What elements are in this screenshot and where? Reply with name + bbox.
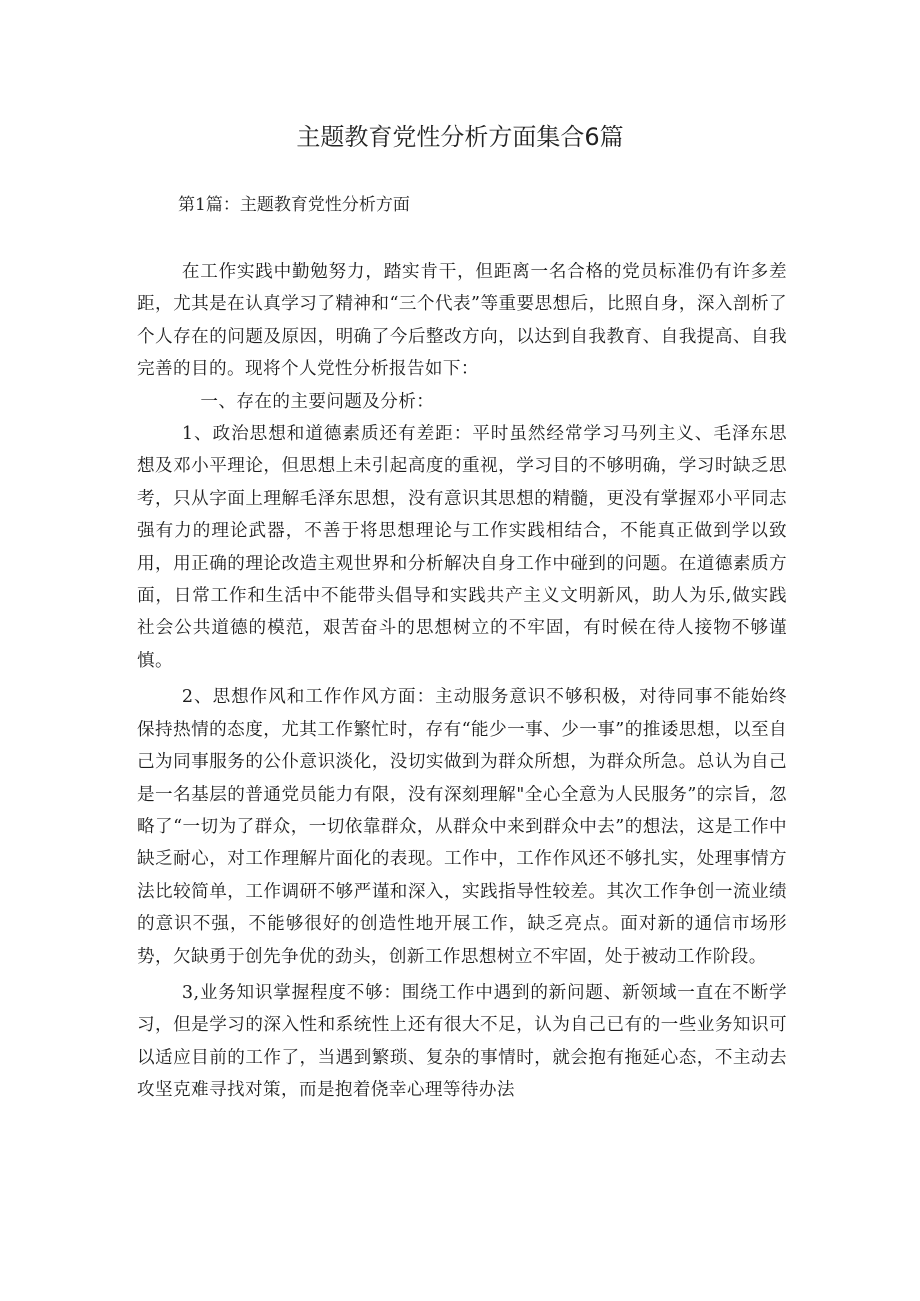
document-subtitle: 第1篇：主题教育党性分析方面 — [178, 195, 410, 215]
item-1-paragraph: 1、政治思想和道德素质还有差距：平时虽然经常学习马列主义、毛泽东思想及邓小平理论，但思想上未引起高度的重视，学习目的不够明确，学习时缺乏思考，只从字面上理解毛泽东思想，没有意识其思想的精髓，更没有掌握邓小平同志强有力的理论武器，不善于将思想理论与工作实践相结合，不能真正做到学以致用，用正确的理论改造主观世界和分析解决自身工作中碰到的问题。在道德素质方面，日常工作和生活中不能带头倡导和实践共产主义文明新风，助人为乐,做实践社会公共道德的模范，艰苦奋斗的思想树立的不牢固，有时候在待人接物不够谨慎。 — [137, 424, 787, 671]
section-heading: 一、存在的主要问题及分析： — [200, 391, 435, 412]
document-title: 主题教育党性分析方面集合6篇 — [296, 123, 624, 151]
item-2-paragraph: 2、思想作风和工作作风方面：主动服务意识不够积极，对待同事不能始终保持热情的态度，尤其工作繁忙时，存有“能少一事、少一事”的推诿思想，以至自己为同事服务的公仆意识淡化，没切实做到为群众所想，为群众所急。总认为自己是一名基层的普通党员能力有限，没有深刻理解"全心全意为人民服务”的宗旨，忽略了“一切为了群众，一切依靠群众，从群众中来到群众中去”的想法，这是工作中缺乏耐心，对工作理解片面化的表现。工作中，工作作风还不够扎实，处理事情方法比较简单，工作调研不够严谨和深入，实践指导性较差。其次工作争创一流业绩的意识不强，不能够很好的创造性地开展工作，缺乏亮点。面对新的通信市场形势，欠缺勇于创先争优的劲头，创新工作思想树立不牢固，处于被动工作阶段。 — [137, 687, 787, 967]
item-3-paragraph: 3,业务知识掌握程度不够：围绕工作中遇到的新问题、新领域一直在不断学习，但是学习的深入性和系统性上还有很大不足，认为自己已有的一些业务知识可以适应目前的工作了，当遇到繁琐、复杂的事情时，就会抱有拖延心态，不主动去攻坚克难寻找对策，而是抱着侥幸心理等待办法 — [137, 982, 787, 1101]
document-body — [137, 256, 787, 1107]
intro-paragraph: 在工作实践中勤勉努力，踏实肯干，但距离一名合格的党员标准仍有许多差距，尤其是在认真学习了精神和“三个代表”等重要思想后，比照自身，深入剖析了个人存在的问题及原因，明确了今后整改方向，以达到自我教育、自我提高、自我完善的目的。现将个人党性分析报告如下： — [137, 262, 787, 380]
